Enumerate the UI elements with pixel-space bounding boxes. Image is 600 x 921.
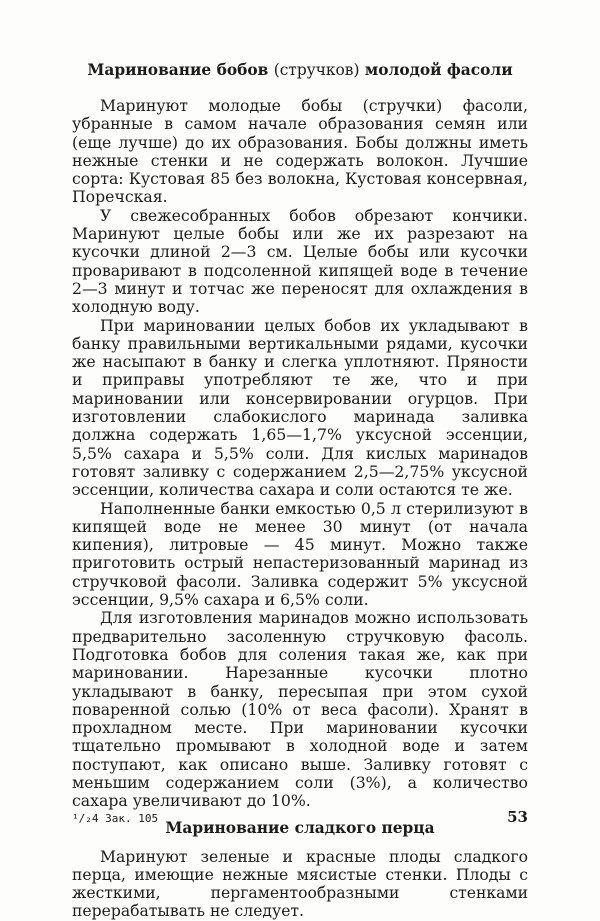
page-number: 53 [507,808,528,826]
paragraph-4: Наполненные банки емкостью 0,5 л стерилизуют в кипящей воде не менее 30 минут (от начала кипения), литровые — 45 минут. Можно также приготовить острый непастеризованный маринад из стручковой фасоли. Заливка содержит 5% уксусной эссенции, 9,5% сахара и 6,5% соли. [72,498,528,610]
heading-part-2: молодой фасоли [359,61,513,79]
paragraph-2: У свежесобранных бобов обрезают кончики. Маринуют целые бобы или же их разрезают на кусочки длиной 2—3 см. Целые бобы или кусочки проваривают в подсоленной кипящей воде в течение 2—3 минут и тотчас же переносят для охлаждения в холодную воду. [72,205,528,317]
page-footer [72,808,528,830]
printer-signature: ¹/₂4 Зак. 105 [72,812,159,825]
section-heading-green-beans [72,60,528,80]
heading-part-1: Маринование бобов [87,61,274,79]
page-content [72,60,528,921]
paragraph-pepper: Маринуют зеленые и красные плоды сладкого перца, имеющие нежные мясистые стенки. Плоды с жесткими, пергаментообразными стенками перерабатывать не следует. [72,847,528,921]
paragraph-3: При мариновании целых бобов их укладывают в банку правильными вертикальными рядами, кусочки же насыпают в банку и слегка уплотняют. Пряности и приправы употребляют те же, что и при мариновании или консервировании огурцов. При изготовлении слабокислого маринада заливка должна содержать 1,65—1,7% уксусной эссенции, 5,5% сахара и 5,5% соли. Для кислых маринадов готовят заливку с содержанием 2,5—2,75% уксусной эссенции, количества сахара и соли остаются те же. [72,315,528,500]
paragraph-5: Для изготовления маринадов можно использовать предварительно засоленную стручковую фасоль. Подготовка бобов для соления такая же, как при мариновании. Нарезанные кусочки плотно укладывают в банку, пересыпая при этом сухой поваренной солью (10% от веса фасоли). Хранят в прохладном месте. При мариновании кусочки тщательно промывают в холодной воде и затем поступают, как описано выше. Заливку готовят с меньшим содержанием соли (3%), а количество сахара увеличивают до 10%. [72,608,528,811]
heading-part-paren: (стручков) [273,61,360,79]
section-heading-sweet-pepper: Маринование сладкого перца [165,818,435,837]
paragraph-1: Маринуют молодые бобы (стручки) фасоли, убранные в самом начале образования семян или (еще лучше) до их образования. Бобы должны иметь нежные стенки и не содержать волокон. Лучшие сорта: Кустовая 85 без волокна, Кустовая консервная, Поречская. [72,96,528,207]
